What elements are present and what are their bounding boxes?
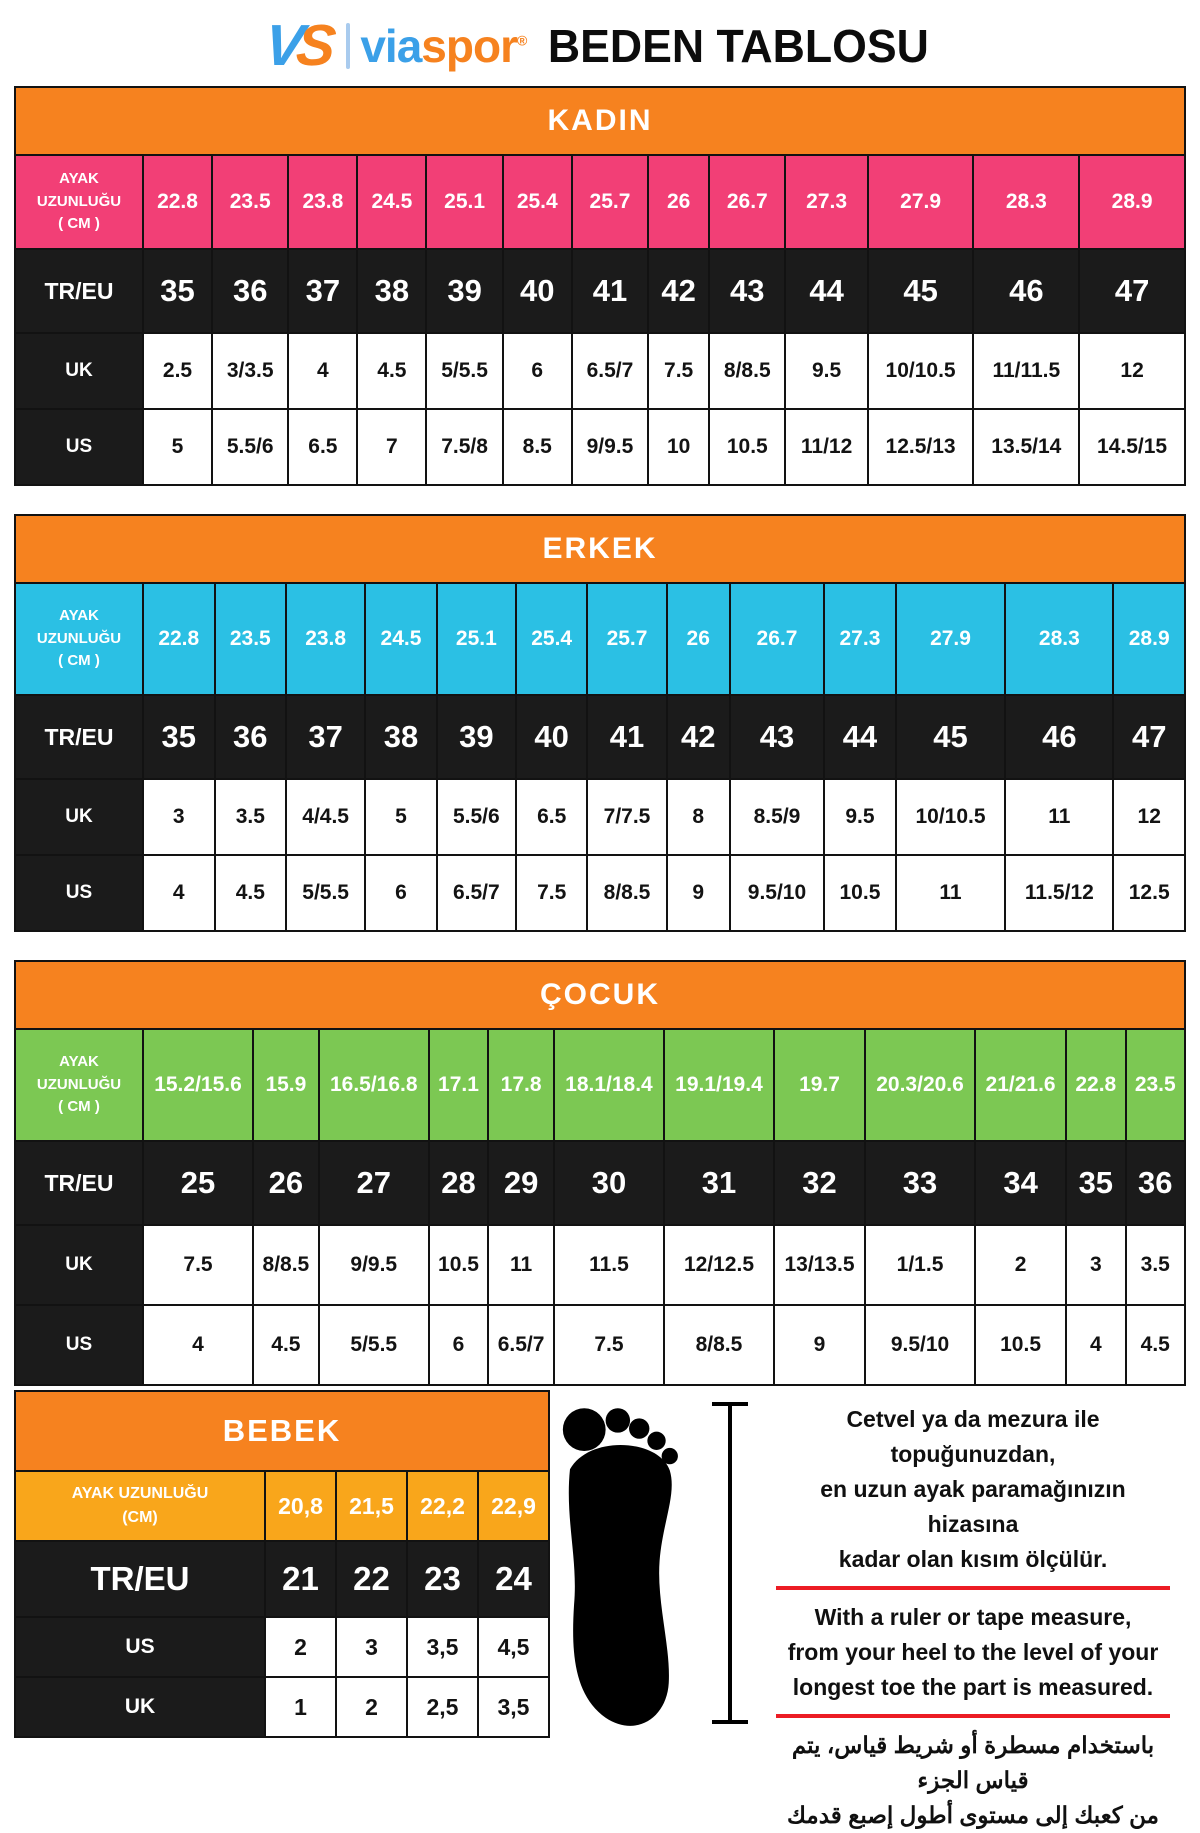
cocuk-title-row: [15, 961, 1185, 1029]
size-cell: 4: [143, 855, 215, 931]
size-cell: 24: [478, 1541, 549, 1617]
size-cell: 23.5: [1126, 1029, 1185, 1141]
red-divider: [776, 1714, 1170, 1718]
size-cell: 27.9: [896, 583, 1006, 695]
kadin-title: KADIN: [15, 87, 1185, 155]
size-cell: 13.5/14: [973, 409, 1079, 485]
size-cell: 11: [896, 855, 1006, 931]
size-cell: 26.7: [709, 155, 785, 249]
cocuk-us-row: [15, 1305, 1185, 1385]
size-cell: 9.5: [824, 779, 896, 855]
measurement-instructions: [748, 1390, 1186, 1833]
tr-eu-label: TR/EU: [15, 249, 143, 333]
uk-label: UK: [15, 1225, 143, 1305]
size-cell: 10.5: [709, 409, 785, 485]
size-cell: 3.5: [215, 779, 287, 855]
kadin-uk-row: [15, 333, 1185, 409]
size-cell: 3: [336, 1617, 407, 1677]
erkek-uk-row: [15, 779, 1185, 855]
size-cell: 22,9: [478, 1471, 549, 1541]
page-header: [0, 0, 1200, 86]
size-cell: 8/8.5: [587, 855, 666, 931]
erkek-us-row: [15, 855, 1185, 931]
size-cell: 4: [1066, 1305, 1125, 1385]
size-cell: 22: [336, 1541, 407, 1617]
instruction-line: en uzun ayak paramağınızın hizasına: [820, 1476, 1126, 1537]
size-cell: 25: [143, 1141, 253, 1225]
size-cell: 4.5: [253, 1305, 319, 1385]
bebek-treu-row: [15, 1541, 549, 1617]
size-cell: 3/3.5: [212, 333, 288, 409]
size-cell: 44: [785, 249, 867, 333]
size-cell: 42: [648, 249, 709, 333]
size-cell: 31: [664, 1141, 774, 1225]
size-cell: 28.9: [1079, 155, 1185, 249]
size-cell: 10.5: [975, 1305, 1066, 1385]
size-cell: 4: [288, 333, 357, 409]
erkek-size-table: [14, 514, 1186, 932]
size-cell: 40: [516, 695, 588, 779]
instructions-english: [772, 1600, 1174, 1705]
foot-length-label: AYAK UZUNLUĞU ( CM ): [15, 583, 143, 695]
size-cell: 24.5: [357, 155, 426, 249]
size-cell: 9/9.5: [319, 1225, 429, 1305]
instruction-line: Cetvel ya da mezura ile topuğunuzdan,: [846, 1406, 1100, 1467]
size-cell: 12.5/13: [868, 409, 974, 485]
size-cell: 26: [648, 155, 709, 249]
uk-label: UK: [15, 1677, 265, 1737]
size-cell: 23.5: [212, 155, 288, 249]
size-cell: 2: [265, 1617, 336, 1677]
size-cell: 47: [1113, 695, 1185, 779]
size-cell: 8/8.5: [253, 1225, 319, 1305]
instruction-line: باستخدام مسطرة أو شريط قياس، يتم قياس الجزء: [791, 1732, 1155, 1793]
size-cell: 2,5: [407, 1677, 478, 1737]
kadin-size-table: [14, 86, 1186, 486]
size-cell: 8: [667, 779, 730, 855]
instruction-line: With a ruler or tape measure,: [814, 1604, 1132, 1630]
size-cell: 4.5: [357, 333, 426, 409]
size-cell: 11.5: [554, 1225, 664, 1305]
size-cell: 24.5: [365, 583, 437, 695]
size-cell: 6.5/7: [437, 855, 516, 931]
size-cell: 7.5: [516, 855, 588, 931]
bebek-section: [14, 1390, 1186, 1833]
size-cell: 41: [587, 695, 666, 779]
size-cell: 6.5: [288, 409, 357, 485]
size-cell: 28.9: [1113, 583, 1185, 695]
instruction-line: from your heel to the level of your: [787, 1639, 1159, 1665]
size-cell: 46: [973, 249, 1079, 333]
foot-length-label: AYAK UZUNLUĞU ( CM ): [15, 1029, 143, 1141]
us-label: US: [15, 855, 143, 931]
size-cell: 27.3: [824, 583, 896, 695]
red-divider: [776, 1586, 1170, 1590]
cocuk-size-table: [14, 960, 1186, 1386]
size-cell: 22.8: [143, 583, 215, 695]
instructions-arabic: [772, 1728, 1174, 1833]
bebek-us-row: [15, 1617, 549, 1677]
bebek-cm-row: [15, 1471, 549, 1541]
size-cell: 5/5.5: [426, 333, 502, 409]
size-cell: 10.5: [429, 1225, 488, 1305]
size-cell: 23.5: [215, 583, 287, 695]
size-cell: 32: [774, 1141, 865, 1225]
page-title: BEDEN TABLOSU: [548, 20, 930, 72]
size-cell: 22.8: [1066, 1029, 1125, 1141]
size-cell: 13/13.5: [774, 1225, 865, 1305]
size-cell: 11.5/12: [1005, 855, 1113, 931]
size-cell: 7.5/8: [426, 409, 502, 485]
size-cell: 11: [488, 1225, 554, 1305]
viaspor-wordmark: viaspor®: [360, 20, 527, 72]
size-cell: 23.8: [286, 583, 365, 695]
size-cell: 3,5: [407, 1617, 478, 1677]
size-cell: 25.7: [572, 155, 648, 249]
foot-length-label: AYAK UZUNLUĞU (CM): [15, 1471, 265, 1541]
size-cell: 25.1: [437, 583, 516, 695]
size-cell: 25.4: [503, 155, 572, 249]
size-cell: 9.5: [785, 333, 867, 409]
cocuk-title: ÇOCUK: [15, 961, 1185, 1029]
bebek-uk-row: [15, 1677, 549, 1737]
foot-sole-icon: [556, 1396, 698, 1732]
size-cell: 3: [143, 779, 215, 855]
size-cell: 5.5/6: [437, 779, 516, 855]
size-cell: 36: [212, 249, 288, 333]
size-cell: 11/11.5: [973, 333, 1079, 409]
bebek-title: BEBEK: [15, 1391, 549, 1471]
registered-mark: ®: [516, 32, 527, 49]
size-cell: 12: [1113, 779, 1185, 855]
size-cell: 5/5.5: [319, 1305, 429, 1385]
size-cell: 37: [288, 249, 357, 333]
size-cell: 40: [503, 249, 572, 333]
kadin-treu-row: [15, 249, 1185, 333]
size-cell: 7/7.5: [587, 779, 666, 855]
size-cell: 26: [253, 1141, 319, 1225]
us-label: US: [15, 409, 143, 485]
size-cell: 29: [488, 1141, 554, 1225]
tr-eu-label: TR/EU: [15, 695, 143, 779]
tr-eu-label: TR/EU: [15, 1541, 265, 1617]
size-cell: 21/21.6: [975, 1029, 1066, 1141]
size-cell: 17.1: [429, 1029, 488, 1141]
measurement-line-bar: [728, 1402, 732, 1724]
size-cell: 15.9: [253, 1029, 319, 1141]
size-cell: 8.5: [503, 409, 572, 485]
size-cell: 14.5/15: [1079, 409, 1185, 485]
size-cell: 43: [709, 249, 785, 333]
size-cell: 8/8.5: [664, 1305, 774, 1385]
size-cell: 25.4: [516, 583, 588, 695]
size-cell: 43: [730, 695, 824, 779]
size-cell: 20.3/20.6: [865, 1029, 975, 1141]
size-cell: 19.1/19.4: [664, 1029, 774, 1141]
size-cell: 7: [357, 409, 426, 485]
size-cell: 10/10.5: [896, 779, 1006, 855]
size-cell: 1: [265, 1677, 336, 1737]
size-cell: 1/1.5: [865, 1225, 975, 1305]
size-cell: 12: [1079, 333, 1185, 409]
size-cell: 2: [336, 1677, 407, 1737]
cocuk-uk-row: [15, 1225, 1185, 1305]
size-cell: 18.1/18.4: [554, 1029, 664, 1141]
cocuk-cm-row: [15, 1029, 1185, 1141]
size-cell: 9.5/10: [865, 1305, 975, 1385]
size-cell: 26.7: [730, 583, 824, 695]
size-cell: 7.5: [554, 1305, 664, 1385]
logo-divider: [346, 23, 350, 69]
instruction-line: من كعبك إلى مستوى أطول إصبع قدمك: [787, 1802, 1159, 1828]
size-cell: 6.5: [516, 779, 588, 855]
size-cell: 5: [143, 409, 212, 485]
size-cell: 4: [143, 1305, 253, 1385]
size-cell: 6: [429, 1305, 488, 1385]
instruction-line: kadar olan kısım ölçülür.: [838, 1546, 1108, 1572]
erkek-title-row: [15, 515, 1185, 583]
size-cell: 6: [503, 333, 572, 409]
uk-label: UK: [15, 333, 143, 409]
size-cell: 5/5.5: [286, 855, 365, 931]
size-cell: 20,8: [265, 1471, 336, 1541]
size-cell: 6.5/7: [488, 1305, 554, 1385]
size-cell: 7.5: [648, 333, 709, 409]
kadin-title-row: [15, 87, 1185, 155]
erkek-treu-row: [15, 695, 1185, 779]
size-cell: 39: [437, 695, 516, 779]
size-cell: 25.7: [587, 583, 666, 695]
size-cell: 9: [774, 1305, 865, 1385]
size-cell: 28.3: [1005, 583, 1113, 695]
size-cell: 42: [667, 695, 730, 779]
size-cell: 9/9.5: [572, 409, 648, 485]
us-label: US: [15, 1305, 143, 1385]
foot-length-label: AYAK UZUNLUĞU ( CM ): [15, 155, 143, 249]
viaspor-logo: [261, 13, 527, 78]
size-cell: 38: [357, 249, 426, 333]
size-cell: 35: [143, 249, 212, 333]
size-cell: 17.8: [488, 1029, 554, 1141]
size-cell: 10.5: [824, 855, 896, 931]
size-cell: 2: [975, 1225, 1066, 1305]
size-cell: 46: [1005, 695, 1113, 779]
foot-illustration: [556, 1390, 706, 1737]
size-cell: 36: [1126, 1141, 1185, 1225]
size-cell: 45: [868, 249, 974, 333]
measurement-line: [712, 1402, 748, 1724]
size-cell: 38: [365, 695, 437, 779]
size-cell: 12.5: [1113, 855, 1185, 931]
erkek-title: ERKEK: [15, 515, 1185, 583]
vs-logo-icon: VS: [261, 13, 332, 78]
size-cell: 36: [215, 695, 287, 779]
size-cell: 47: [1079, 249, 1185, 333]
size-cell: 4,5: [478, 1617, 549, 1677]
size-cell: 9.5/10: [730, 855, 824, 931]
size-cell: 8/8.5: [709, 333, 785, 409]
size-cell: 25.1: [426, 155, 502, 249]
size-cell: 37: [286, 695, 365, 779]
size-cell: 4.5: [1126, 1305, 1185, 1385]
size-cell: 34: [975, 1141, 1066, 1225]
size-cell: 15.2/15.6: [143, 1029, 253, 1141]
kadin-cm-row: [15, 155, 1185, 249]
size-cell: 41: [572, 249, 648, 333]
size-cell: 44: [824, 695, 896, 779]
size-cell: 27.3: [785, 155, 867, 249]
us-label: US: [15, 1617, 265, 1677]
size-cell: 23.8: [288, 155, 357, 249]
tr-eu-label: TR/EU: [15, 1141, 143, 1225]
kadin-us-row: [15, 409, 1185, 485]
size-cell: 7.5: [143, 1225, 253, 1305]
size-cell: 10: [648, 409, 709, 485]
uk-label: UK: [15, 779, 143, 855]
erkek-cm-row: [15, 583, 1185, 695]
size-cell: 45: [896, 695, 1006, 779]
bebek-size-table: [14, 1390, 550, 1738]
size-cell: 4.5: [215, 855, 287, 931]
bebek-title-row: [15, 1391, 549, 1471]
size-cell: 23: [407, 1541, 478, 1617]
instruction-line: longest toe the part is measured.: [792, 1674, 1154, 1700]
size-cell: 11: [1005, 779, 1113, 855]
size-cell: 10/10.5: [868, 333, 974, 409]
size-cell: 39: [426, 249, 502, 333]
size-cell: 9: [667, 855, 730, 931]
size-cell: 30: [554, 1141, 664, 1225]
size-cell: 19.7: [774, 1029, 865, 1141]
size-cell: 12/12.5: [664, 1225, 774, 1305]
size-cell: 21,5: [336, 1471, 407, 1541]
size-cell: 11/12: [785, 409, 867, 485]
size-cell: 3.5: [1126, 1225, 1185, 1305]
size-cell: 8.5/9: [730, 779, 824, 855]
instructions-turkish: [772, 1402, 1174, 1577]
size-cell: 28.3: [973, 155, 1079, 249]
size-cell: 26: [667, 583, 730, 695]
size-cell: 3,5: [478, 1677, 549, 1737]
size-cell: 6.5/7: [572, 333, 648, 409]
size-cell: 21: [265, 1541, 336, 1617]
size-cell: 35: [1066, 1141, 1125, 1225]
size-cell: 22,2: [407, 1471, 478, 1541]
size-cell: 3: [1066, 1225, 1125, 1305]
size-cell: 35: [143, 695, 215, 779]
size-cell: 27.9: [868, 155, 974, 249]
size-cell: 28: [429, 1141, 488, 1225]
size-cell: 16.5/16.8: [319, 1029, 429, 1141]
size-cell: 2.5: [143, 333, 212, 409]
size-cell: 22.8: [143, 155, 212, 249]
size-cell: 33: [865, 1141, 975, 1225]
size-cell: 5.5/6: [212, 409, 288, 485]
size-cell: 5: [365, 779, 437, 855]
size-cell: 4/4.5: [286, 779, 365, 855]
cocuk-treu-row: [15, 1141, 1185, 1225]
size-cell: 27: [319, 1141, 429, 1225]
size-cell: 6: [365, 855, 437, 931]
